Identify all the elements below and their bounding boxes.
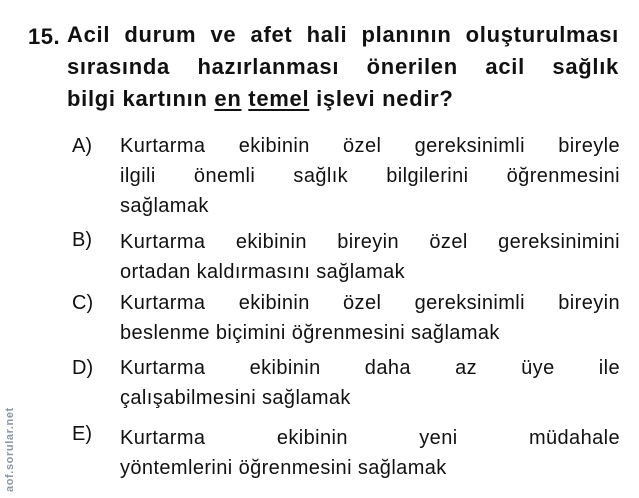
option-line: Kurtarma ekibinin özel gereksinimli bireyin [120, 292, 620, 314]
option-line: Kurtarma ekibinin bireyin özel gereksinimini [120, 231, 620, 253]
option-line: Kurtarma ekibinin yeni müdahale [120, 427, 620, 449]
option-text [120, 227, 620, 287]
emphasis-temel: temel [248, 86, 310, 111]
question-text-prefix: bilgi kartının [67, 86, 215, 111]
option-letter: A) [72, 135, 92, 157]
option-text [120, 353, 620, 413]
option-line: Kurtarma ekibinin özel gereksinimli bireyle [120, 135, 620, 157]
watermark: aof.sorular.net [4, 407, 16, 492]
question-line: sırasında hazırlanması önerilen acil sağlık [67, 54, 619, 79]
option-line: yöntemlerini öğrenmesini sağlamak [120, 457, 447, 479]
option-text [120, 423, 620, 483]
option-line: Kurtarma ekibinin daha az üye ile [120, 357, 620, 379]
question-line: Acil durum ve afet hali planının oluşturulması [67, 22, 619, 47]
emphasis-en: en [214, 86, 242, 111]
option-line: ilgili önemli sağlık bilgilerini öğrenmesini [120, 165, 620, 187]
option-line: çalışabilmesini sağlamak [120, 387, 351, 409]
option-letter: C) [72, 292, 94, 314]
question-text-suffix: işlevi nedir? [309, 86, 454, 111]
option-text [120, 288, 620, 348]
option-letter: E) [72, 423, 92, 445]
option-line: sağlamak [120, 195, 209, 217]
question-number: 15. [28, 24, 61, 49]
question-stem [67, 19, 619, 115]
option-letter: D) [72, 357, 94, 379]
option-text [120, 131, 620, 221]
option-letter: B) [72, 229, 92, 251]
question-line-last [67, 83, 619, 115]
option-line: ortadan kaldırmasını sağlamak [120, 261, 406, 283]
option-line: beslenme biçimini öğrenmesini sağlamak [120, 322, 500, 344]
